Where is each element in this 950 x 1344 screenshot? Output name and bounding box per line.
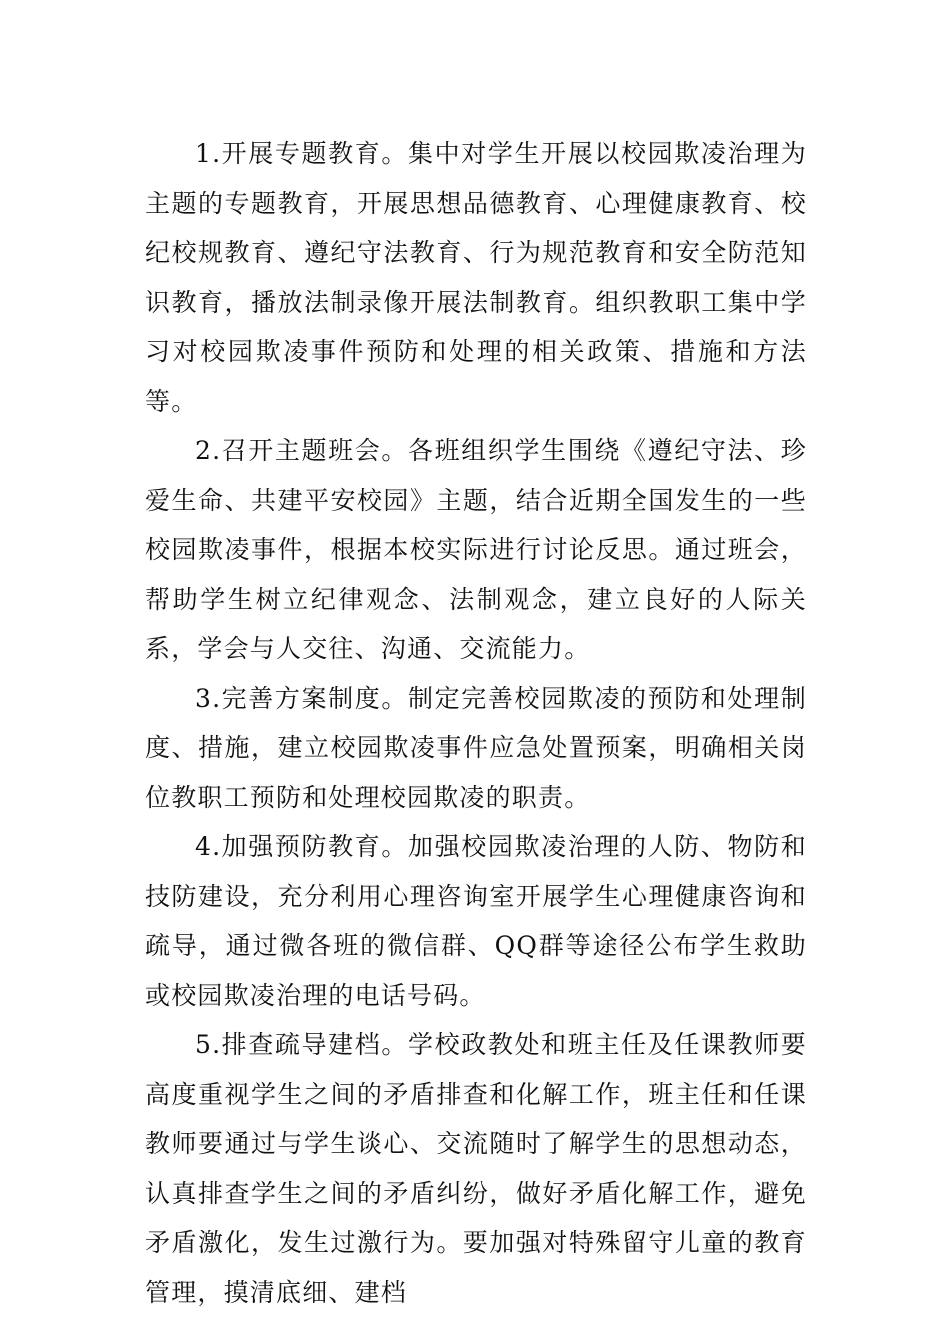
paragraph-special-education: 1.开展专题教育。集中对学生开展以校园欺凌治理为主题的专题教育，开展思想品德教育、心理健康教育、校纪校规教育、遵纪守法教育、行为规范教育和安全防范知识教育，播放法制录像开展法制教育。组织教职工集中学习对校园欺凌事件预防和处理的相关政策、措施和方法等。	[145, 139, 807, 416]
paragraph-prevention-education: 4.加强预防教育。加强校园欺凌治理的人防、物防和技防建设，充分利用心理咨询室开展学生心理健康咨询和疏导，通过微各班的微信群、QQ群等途径公布学生救助或校园欺凌治理的电话号码。	[145, 832, 807, 1010]
paragraph-improve-plans: 3.完善方案制度。制定完善校园欺凌的预防和处理制度、措施，建立校园欺凌事件应急处置预案，明确相关岗位教职工预防和处理校园欺凌的职责。	[145, 683, 807, 812]
document-body	[145, 129, 807, 1317]
paragraph-screening-counseling: 5.排查疏导建档。学校政教处和班主任及任课教师要高度重视学生之间的矛盾排查和化解工作，班主任和任课教师要通过与学生谈心、交流随时了解学生的思想动态，认真排查学生之间的矛盾纠纷，做好矛盾化解工作，避免矛盾激化，发生过激行为。要加强对特殊留守儿童的教育管理，摸清底细、建档	[145, 1030, 807, 1307]
paragraph-theme-class-meeting: 2.召开主题班会。各班组织学生围绕《遵纪守法、珍爱生命、共建平安校园》主题，结合近期全国发生的一些校园欺凌事件，根据本校实际进行讨论反思。通过班会，帮助学生树立纪律观念、法制观念，建立良好的人际关系，学会与人交往、沟通、交流能力。	[145, 436, 807, 663]
